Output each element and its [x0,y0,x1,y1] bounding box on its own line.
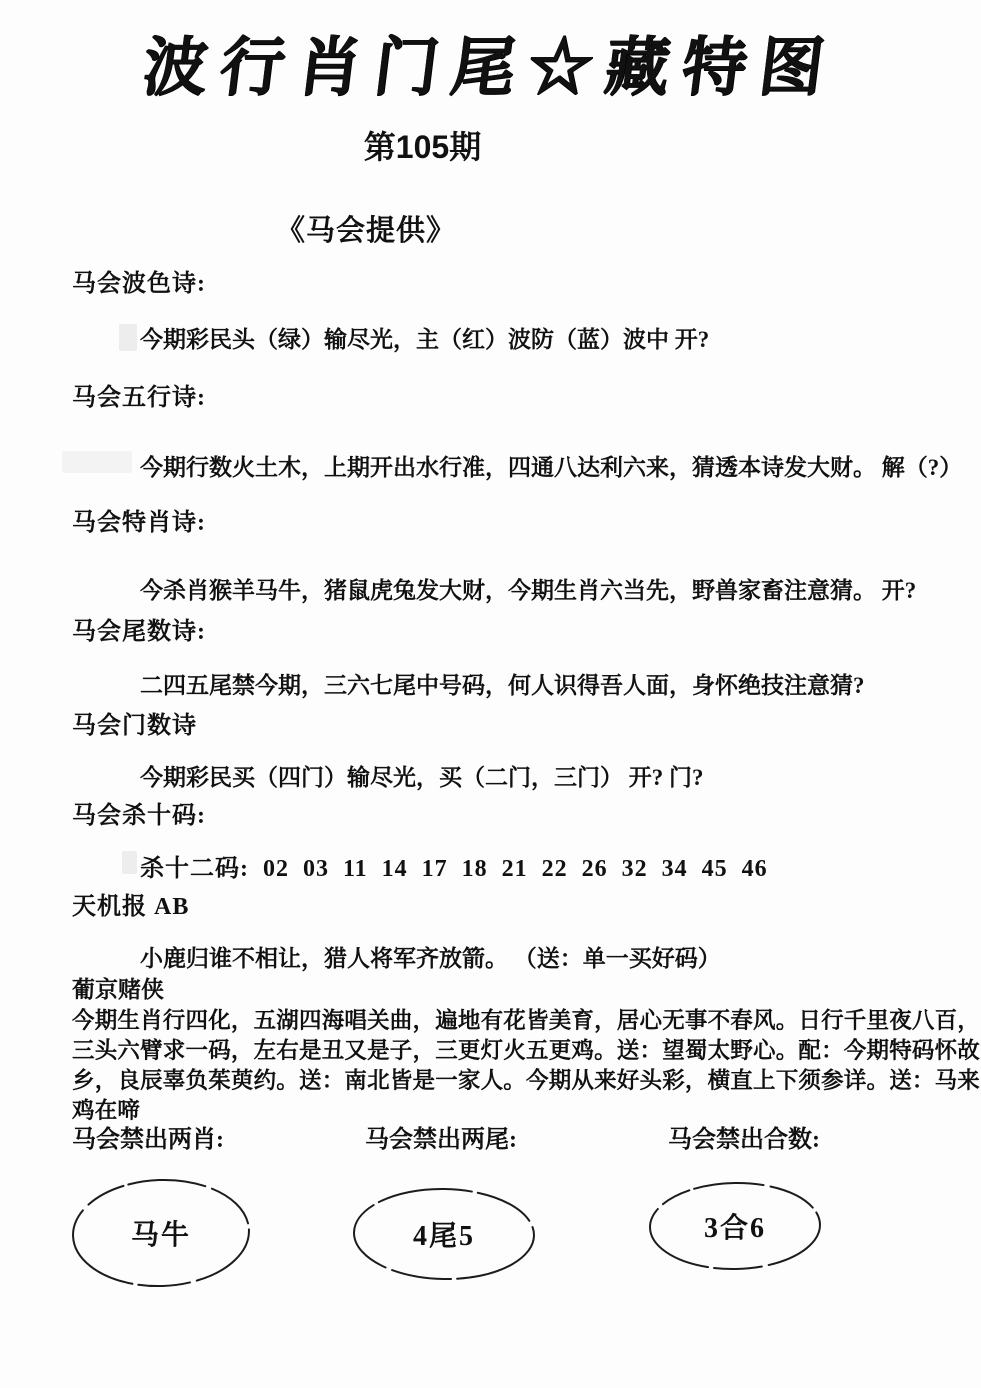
pujing-line-4: 鸡在啼 [72,1098,141,1123]
pujing-heading: 葡京赌侠 [72,977,164,1002]
source-heading: 《马会提供》 [276,215,457,247]
section-label-shashima: 马会杀十码: [72,803,206,829]
poem-weishu: 二四五尾禁今期，三六七尾中号码，何人识得吾人面，身怀绝技注意猜? [140,673,865,698]
forbidden-tail-value: 4尾5 [412,1221,475,1252]
page-title: 波行肖门尾☆藏特图 [138,32,841,103]
scan-smudge [62,451,132,473]
forbidden-tail-label: 马会禁出两尾: [365,1127,517,1153]
issue-number: 第105期 [363,129,482,165]
pujing-line-1: 今期生肖行四化，五湖四海唱关曲，遍地有花皆美育，居心无事不春风。日行千里夜八百， [72,1008,981,1033]
section-label-texiao: 马会特肖诗: [72,510,206,536]
section-label-menshu: 马会门数诗 [72,713,197,739]
pujing-line-2: 三头六臂求一码，左右是丑又是子，三更灯火五更鸡。送：望蜀太野心。配：今期特码怀故 [72,1038,981,1063]
forbidden-tail-oval [350,1186,538,1282]
pujing-line-3: 乡，良辰辜负茱萸约。送：南北皆是一家人。今期从来好头彩，横直上下须参详。送：马来 [72,1068,981,1093]
section-label-weishu: 马会尾数诗: [72,619,206,645]
forbidden-sum-label: 马会禁出合数: [668,1127,820,1153]
kill-numbers-line: 杀十二码: 02 03 11 14 17 18 21 22 26 32 34 45 46 [140,856,768,882]
poem-bose: 今期彩民头（绿）输尽光，主（红）波防（蓝）波中 开? [140,327,710,352]
section-label-wuxing: 马会五行诗: [72,385,206,411]
poem-tianjibao: 小鹿归谁不相让，猎人将军齐放箭。 （送：单一买好码） [140,946,721,971]
forbidden-sum-oval [646,1180,824,1272]
scan-smudge [122,851,137,874]
section-label-tianjibao: 天机报 AB [72,894,190,920]
forbidden-zodiac-value: 马牛 [130,1220,191,1251]
forbidden-sum-value: 3合6 [703,1213,766,1244]
poem-texiao: 今杀肖猴羊马牛，猪鼠虎兔发大财，今期生肖六当先，野兽家畜注意猜。 开? [140,578,917,603]
forbidden-zodiac-label: 马会禁出两肖: [72,1127,224,1153]
poem-menshu: 今期彩民买（四门）输尽光，买（二门，三门） 开? 门? [140,765,704,790]
poem-wuxing: 今期行数火土木，上期开出水行准，四通八达利六来，猜透本诗发大财。 解（?） [140,455,963,480]
forbidden-zodiac-oval [68,1176,254,1290]
section-label-bose: 马会波色诗: [72,271,206,297]
scan-smudge [119,324,137,351]
